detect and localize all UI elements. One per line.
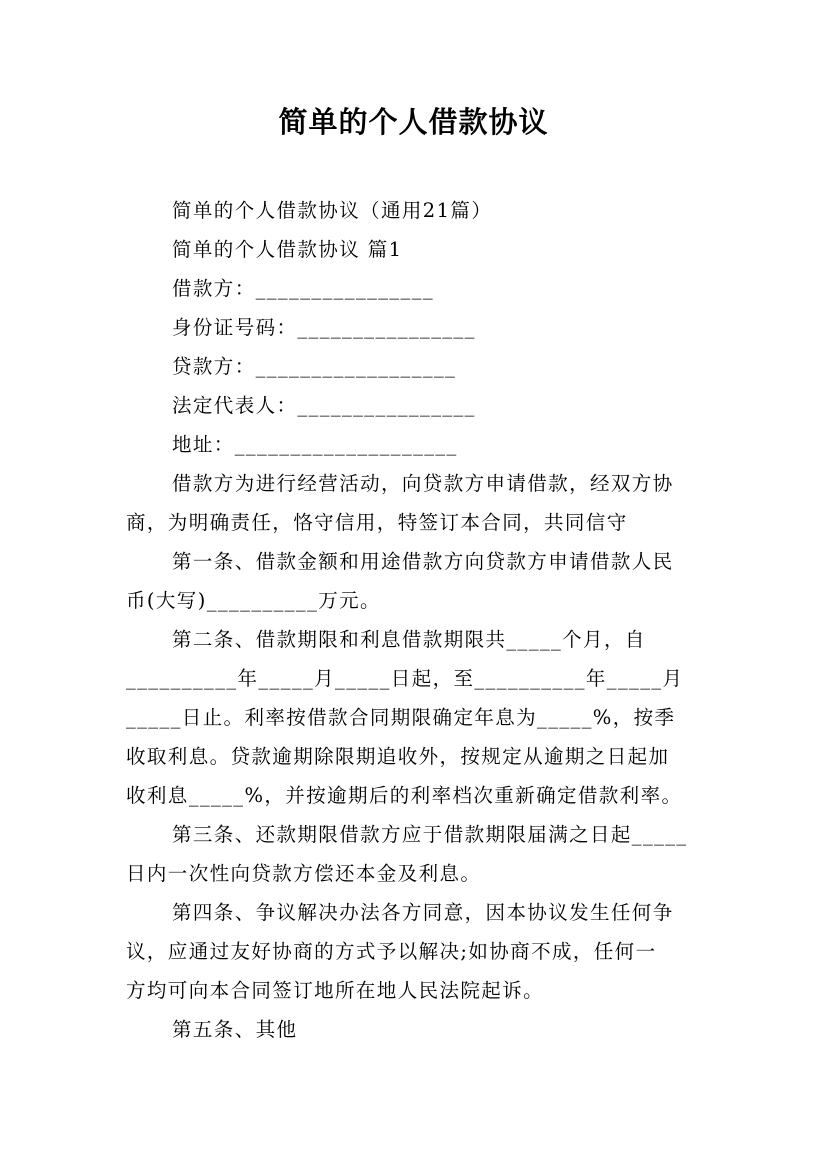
id-number-field: 身份证号码：________________ xyxy=(172,316,476,339)
article-5-line-1: 第五条、其他 xyxy=(172,1018,298,1041)
intro-paragraph-line-1: 借款方为进行经营活动，向贷款方申请借款，经双方协 xyxy=(172,472,674,495)
article-4-line-3: 方均可向本合同签订地所在地人民法院起诉。 xyxy=(126,979,545,1002)
article-2-line-3: _____日止。利率按借款合同期限确定年息为_____%，按季 xyxy=(126,706,676,729)
document-title: 简单的个人借款协议 xyxy=(278,105,549,139)
article-3-line-2: 日内一次性向贷款方偿还本金及利息。 xyxy=(126,862,482,885)
document-subtitle: 简单的个人借款协议（通用21篇） xyxy=(172,199,493,222)
article-1-line-1: 第一条、借款金额和用途借款方向贷款方申请借款人民 xyxy=(172,550,674,573)
article-4-line-1: 第四条、争议解决办法各方同意，因本协议发生任何争 xyxy=(172,901,674,924)
article-4-line-2: 议，应通过友好协商的方式予以解决;如协商不成，任何一 xyxy=(126,940,657,963)
article-1-line-2: 币(大写)__________万元。 xyxy=(126,589,381,612)
article-2-line-2: __________年_____月_____日起，至__________年_____月 xyxy=(126,667,684,690)
lender-field: 贷款方：__________________ xyxy=(172,355,457,378)
article-3-line-1: 第三条、还款期限借款方应于借款期限届满之日起_____ xyxy=(172,823,688,846)
article-2-line-5: 收利息_____%，并按逾期后的利率档次重新确定借款利率。 xyxy=(126,784,683,807)
section-heading: 简单的个人借款协议 篇1 xyxy=(172,238,403,261)
article-2-line-1: 第二条、借款期限和利息借款期限共_____个月，自 xyxy=(172,628,646,651)
article-2-line-4: 收取利息。贷款逾期除限期追收外，按规定从逾期之日起加 xyxy=(126,745,670,768)
address-field: 地址：____________________ xyxy=(172,433,458,456)
borrower-field: 借款方：________________ xyxy=(172,277,434,300)
legal-representative-field: 法定代表人：________________ xyxy=(172,394,476,417)
intro-paragraph-line-2: 商，为明确责任，恪守信用，特签订本合同，共同信守 xyxy=(126,511,628,534)
